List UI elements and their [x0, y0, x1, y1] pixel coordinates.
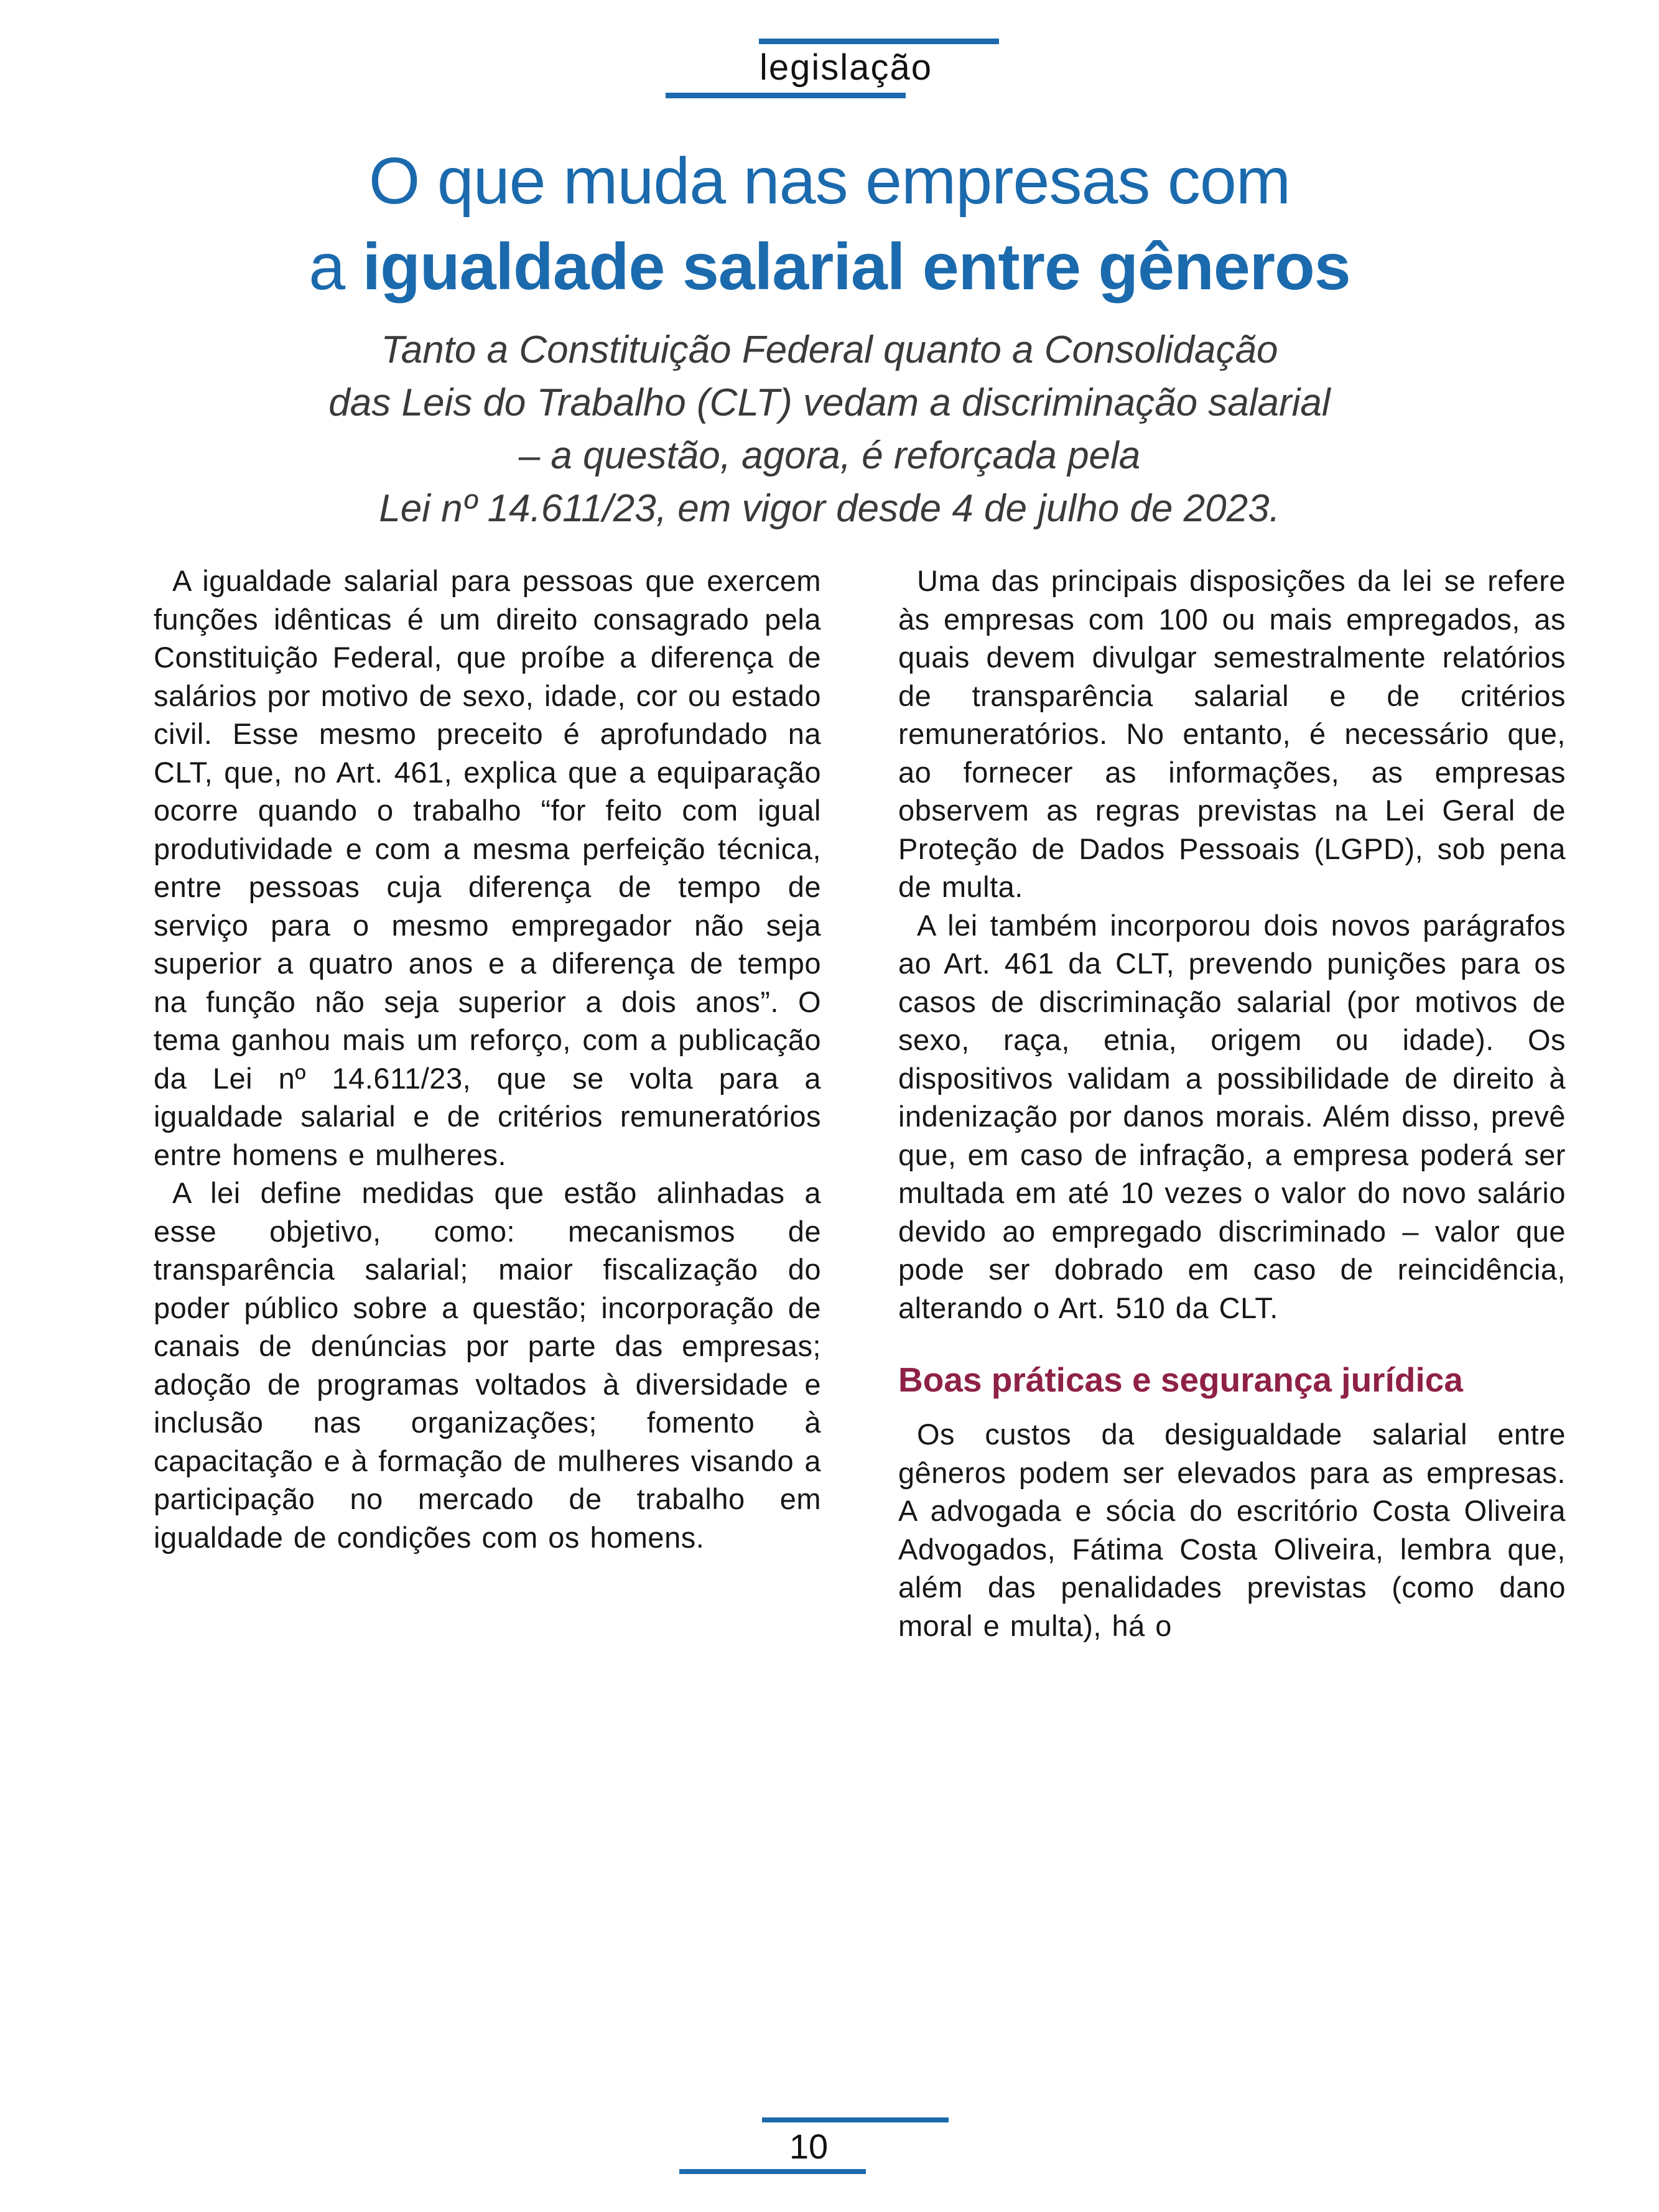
deck-line: das Leis do Trabalho (CLT) vedam a discriminação salarial [328, 381, 1331, 424]
kicker-rule-top [759, 39, 999, 44]
article-title-line1: O que muda nas empresas com [368, 144, 1291, 218]
paragraph: Os custos da desigualdade salarial entre gêneros podem ser elevados para as empresas. A advogada e sócia do escritório Costa Oliveira Advogados, Fátima Costa Oliveira, lembra que, além das penalidades previstas (como dano moral e multa), há o [898, 1418, 1566, 1642]
paragraph: A lei também incorporou dois novos parágrafos ao Art. 461 da CLT, prevendo punições para os casos de discriminação salarial (por motivos de sexo, raça, etnia, origem ou idade). Os dispositivos validam a possibilidade de direito à indenização por danos morais. Além disso, prevê que, em caso de infração, a empresa poderá ser multada em até 10 vezes o valor do novo salário devido ao empregado discriminado – valor que pode ser dobrado em caso de reincidência, alterando o Art. 510 da CLT. [898, 908, 1566, 1324]
paragraph: Uma das principais disposições da lei se refere às empresas com 100 ou mais empregados, as quais devem divulgar semestralmente relatórios de transparência salarial e de critérios remuneratórios. No entanto, é necessário que, ao fornecer as informações, as empresas observem as regras previstas na Lei Geral de Proteção de Dados Pessoais (LGPD), sob pena de multa. [898, 564, 1566, 903]
left-column [154, 562, 821, 1645]
article-title-line2-prefix: a [309, 230, 363, 304]
deck-line: – a questão, agora, é reforçada pela [518, 434, 1141, 477]
article-title [0, 138, 1659, 310]
right-column [898, 562, 1566, 1645]
deck-line: Tanto a Constituição Federal quanto a Consolidação [381, 328, 1278, 371]
article-body [154, 562, 1566, 1645]
article-deck [0, 323, 1659, 535]
section-heading: Boas práticas e segurança jurídica [898, 1360, 1463, 1399]
deck-line: Lei nº 14.611/23, em vigor desde 4 de julho de 2023. [379, 487, 1280, 530]
page-number: 10 [789, 2127, 829, 2166]
article-title-line2-bold: igualdade salarial entre gêneros [362, 230, 1350, 304]
kicker: legislação [760, 47, 932, 88]
paragraph: A lei define medidas que estão alinhadas a esse objetivo, como: mecanismos de transparência salarial; maior fiscalização do poder público sobre a questão; incorporação de canais de denúncias por parte das empresas; adoção de programas voltados à diversidade e inclusão nas organizações; fomento à capacitação e à formação de mulheres visando a participação no mercado de trabalho em igualdade de condições com os homens. [154, 1176, 821, 1554]
paragraph: A igualdade salarial para pessoas que exercem funções idênticas é um direito consagrado pela Constituição Federal, que proíbe a diferença de salários por motivo de sexo, idade, cor ou estado civil. Esse mesmo preceito é aprofundado na CLT, que, no Art. 461, explica que a equiparação ocorre quando o trabalho “for feito com igual produtividade e com a mesma perfeição técnica, entre pessoas cuja diferença de tempo de serviço para o mesmo empregador não seja superior a quatro anos e a diferença de tempo na função não seja superior a dois anos”. O tema ganhou mais um reforço, com a publicação da Lei nº 14.611/23, que se volta para a igualdade salarial e de critérios remuneratórios entre homens e mulheres. [154, 564, 821, 1171]
kicker-rule-bottom [666, 93, 906, 98]
folio-rule-bottom [679, 2169, 866, 2174]
folio-rule-top [762, 2117, 949, 2122]
